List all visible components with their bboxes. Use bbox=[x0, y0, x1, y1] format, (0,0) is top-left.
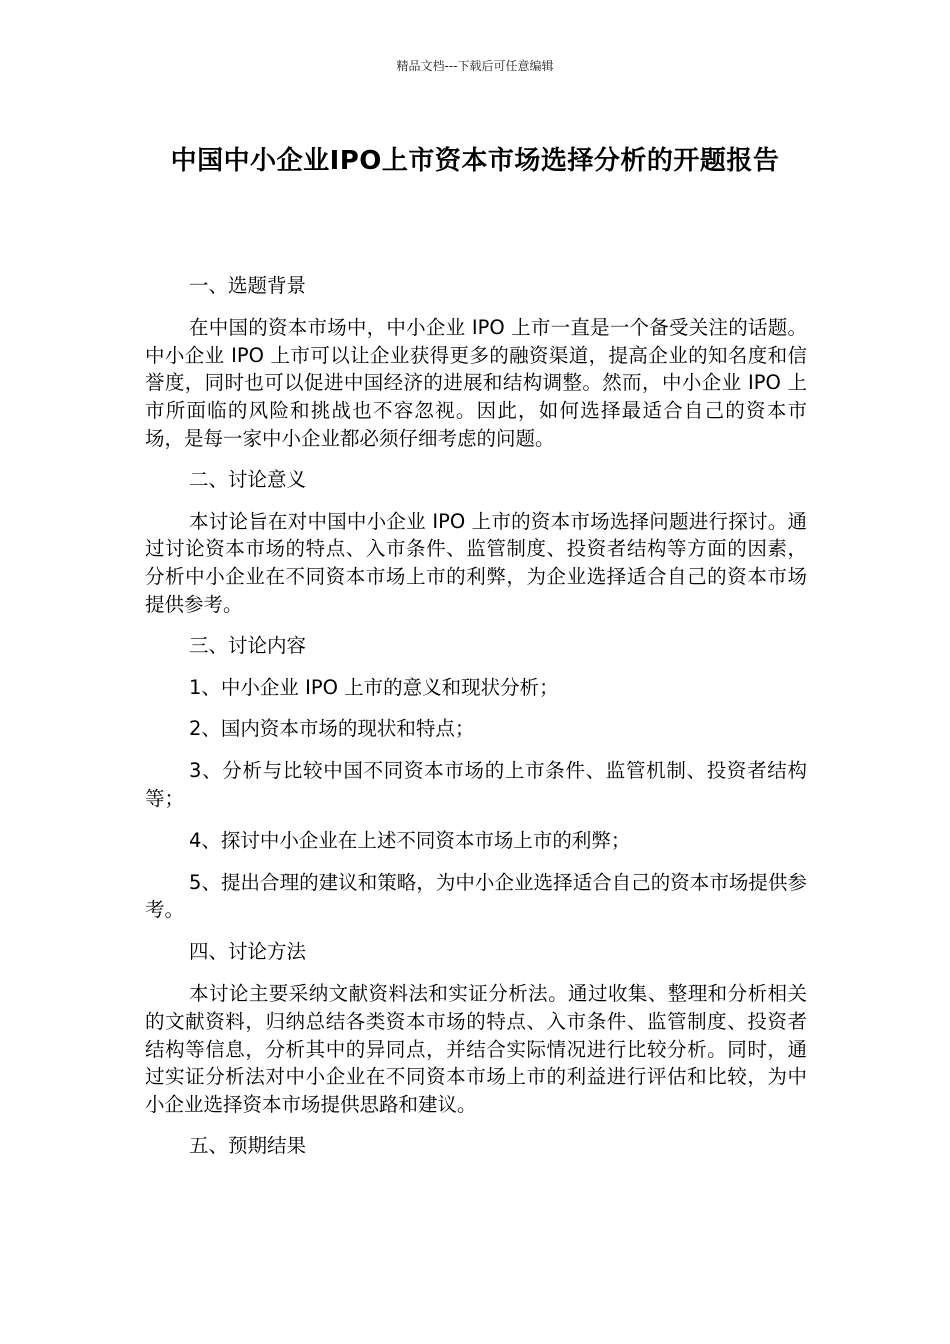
content-item: 3、分析与比较中国不同资本市场的上市条件、监管机制、投资者结构等； bbox=[145, 759, 807, 810]
background-paragraph: 在中国的资本市场中，中小企业 IPO 上市一直是一个备受关注的话题。中小企业 IPO 上市可以让企业获得更多的融资渠道，提高企业的知名度和信誉度，同时也可以促进中国经济的进展和结构调整。然而，中小企业 IPO 上市所面临的风险和挑战也不容忽视。因此，如何选择最适合自己的资本市场，是每一家中小企业都必须仔细考虑的问题。 bbox=[145, 315, 807, 450]
section-heading-content: 三、讨论内容 bbox=[189, 633, 307, 657]
method-paragraph: 本讨论主要采纳文献资料法和实证分析法。通过收集、整理和分析相关的文献资料，归纳总结各类资本市场的特点、入市条件、监管制度、投资者结构等信息，分析其中的异同点，并结合实际情况进行比较分析。同时，通过实证分析法对中小企业在不同资本市场上市的利益进行评估和比较，为中小企业选择资本市场提供思路和建议。 bbox=[145, 981, 807, 1117]
section-heading-significance: 二、讨论意义 bbox=[189, 467, 307, 491]
significance-paragraph: 本讨论旨在对中国中小企业 IPO 上市的资本市场选择问题进行探讨。通过讨论资本市场的特点、入市条件、监管制度、投资者结构等方面的因素，分析中小企业在不同资本市场上市的利弊，为企业选择适合自己的资本市场提供参考。 bbox=[145, 509, 807, 616]
content-item: 5、提出合理的建议和策略，为中小企业选择适合自己的资本市场提供参考。 bbox=[145, 870, 807, 922]
content-item: 1、中小企业 IPO 上市的意义和现状分析； bbox=[189, 675, 559, 699]
section-heading-expected-results: 五、预期结果 bbox=[189, 1133, 307, 1157]
section-heading-method: 四、讨论方法 bbox=[189, 940, 307, 964]
section-heading-background: 一、选题背景 bbox=[189, 274, 307, 297]
document-body bbox=[145, 272, 807, 1174]
content-item: 4、探讨中小企业在上述不同资本市场上市的利弊； bbox=[189, 828, 631, 852]
content-item: 2、国内资本市场的现状和特点； bbox=[189, 717, 475, 741]
header-note: 精品文档---下载后可任意编辑 bbox=[396, 59, 554, 73]
document-title: 中国中小企业IPO上市资本市场选择分析的开题报告 bbox=[170, 146, 780, 176]
